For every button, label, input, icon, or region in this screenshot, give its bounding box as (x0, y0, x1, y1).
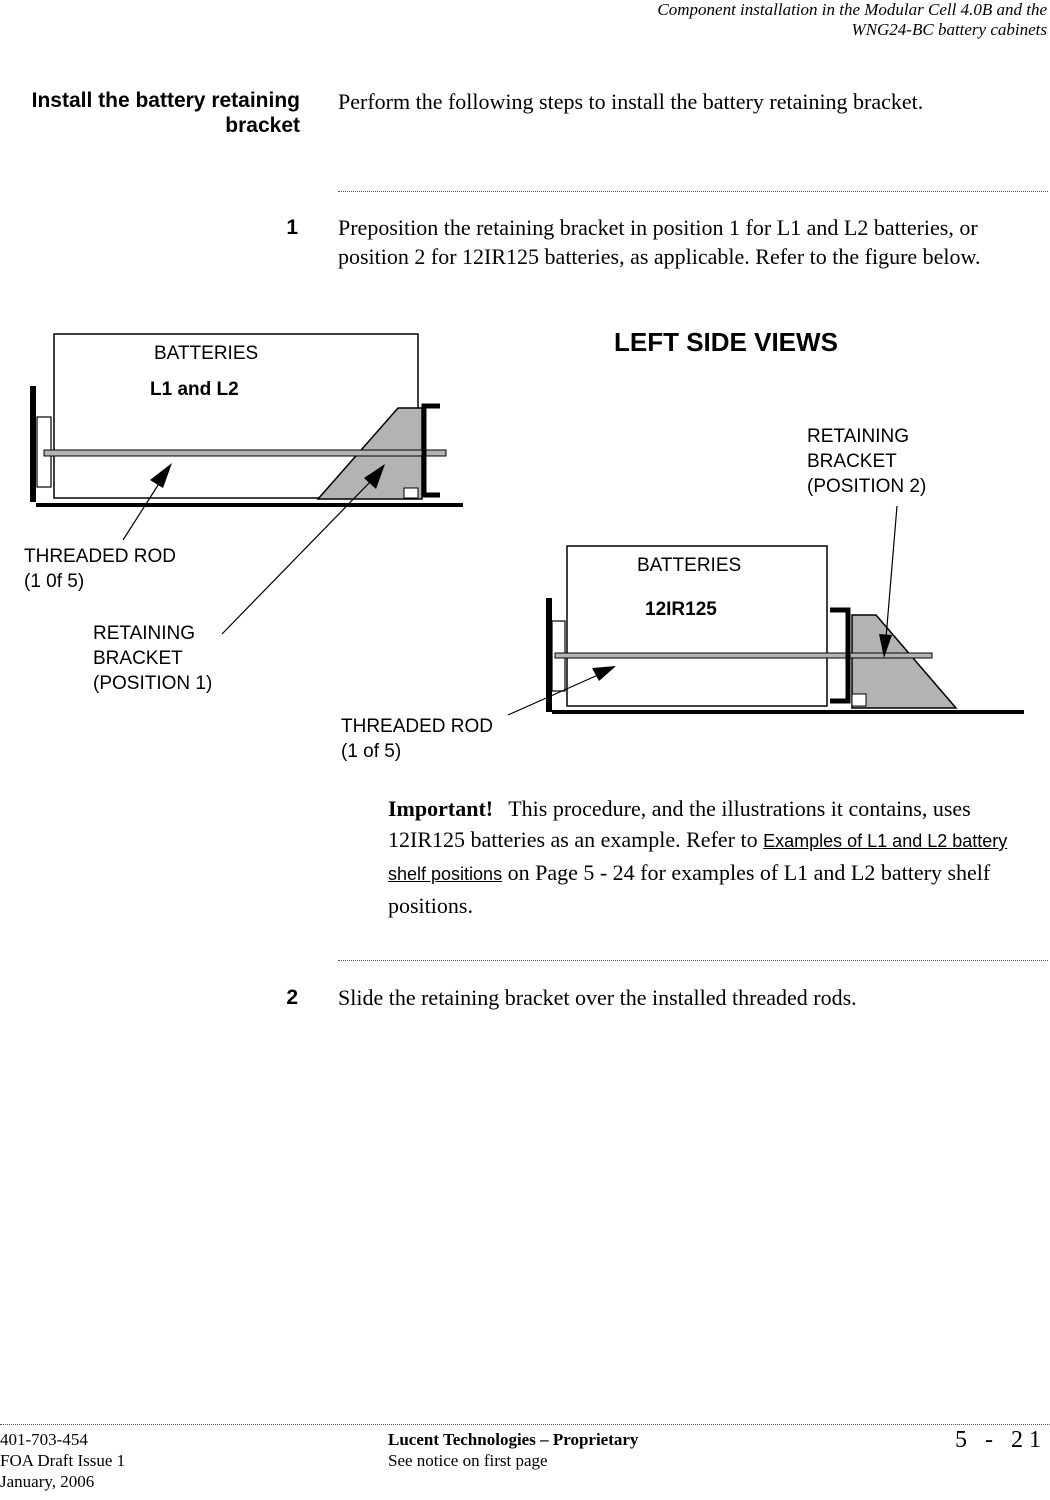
figure-title: LEFT SIDE VIEWS (614, 327, 838, 357)
right-bracket-label-line2: BRACKET (807, 451, 897, 472)
cross-reference-link[interactable]: Examples of L1 and L2 battery shelf positions (388, 831, 1008, 884)
important-text-before: This procedure, and the illustrations it contains, uses 12IR125 batteries as an example. Refer to (388, 796, 971, 852)
footer-doc-number: 401-703-454 (0, 1430, 88, 1449)
footer-date: January, 2006 (0, 1472, 95, 1491)
left-small-block (404, 488, 418, 498)
section-heading-line1: Install the battery retaining (31, 89, 300, 112)
important-text-after: on Page 5 - 24 for examples of L1 and L2 battery shelf positions. (388, 860, 991, 918)
section-heading-line2: bracket (225, 114, 300, 137)
right-bracket-label-line1: RETAINING (807, 426, 910, 447)
right-rod-label-line1: THREADED ROD (341, 716, 494, 737)
left-rod-label-line2: (1 0f 5) (24, 571, 85, 592)
footer-notice: See notice on first page (388, 1451, 548, 1470)
step-text-2: Slide the retaining bracket over the installed threaded rods. (338, 985, 857, 1010)
left-battery-type: L1 and L2 (150, 379, 239, 400)
left-side-views-figure (0, 320, 1050, 770)
left-bracket-label-line2: BRACKET (93, 648, 183, 669)
step-text-1: Preposition the retaining bracket in position 1 for L1 and L2 batteries, or position 2 for 12IR125 batteries, as applicable. Refer to the figure below. (338, 215, 981, 269)
important-note (388, 793, 1048, 921)
running-header-line1: Component installation in the Modular Cell 4.0B and the (657, 0, 1047, 19)
page-number: 5 - 21 (955, 1427, 1047, 1453)
right-retaining-bracket (852, 615, 956, 708)
right-wall-post (546, 598, 552, 712)
left-view-diagram (24, 334, 463, 694)
right-small-block (852, 694, 866, 706)
step-divider (338, 960, 1048, 961)
left-rod-label-line1: THREADED ROD (24, 546, 177, 567)
footer-doc-info (0, 1429, 125, 1492)
right-view-diagram (341, 426, 1024, 762)
footer-divider (0, 1424, 1050, 1425)
step-number-2: 2 (286, 986, 298, 1009)
section-heading (0, 88, 300, 138)
right-battery-type: 12IR125 (645, 599, 717, 620)
left-bracket-label-line3: (POSITION 1) (93, 673, 213, 694)
left-wall-post (30, 386, 36, 502)
left-batteries-label: BATTERIES (154, 343, 259, 364)
left-rod-shadow (44, 450, 446, 456)
footer-company: Lucent Technologies – Proprietary (388, 1430, 639, 1449)
right-rod-shadow (555, 653, 932, 658)
footer-proprietary (388, 1429, 638, 1471)
step-number-1: 1 (286, 216, 298, 239)
running-header (527, 0, 1047, 40)
left-bracket-label-line1: RETAINING (93, 623, 196, 644)
running-header-line2: WNG24-BC battery cabinets (851, 20, 1047, 39)
right-bracket-callout-line (886, 506, 897, 638)
section-intro: Perform the following steps to install the battery retaining bracket. (338, 89, 924, 114)
right-bracket-label-line3: (POSITION 2) (807, 476, 927, 497)
right-rod-label-line2: (1 of 5) (341, 741, 402, 762)
footer-issue: FOA Draft Issue 1 (0, 1451, 126, 1470)
step-divider (338, 191, 1048, 192)
right-batteries-label: BATTERIES (637, 555, 742, 576)
important-label: Important! (388, 796, 494, 821)
